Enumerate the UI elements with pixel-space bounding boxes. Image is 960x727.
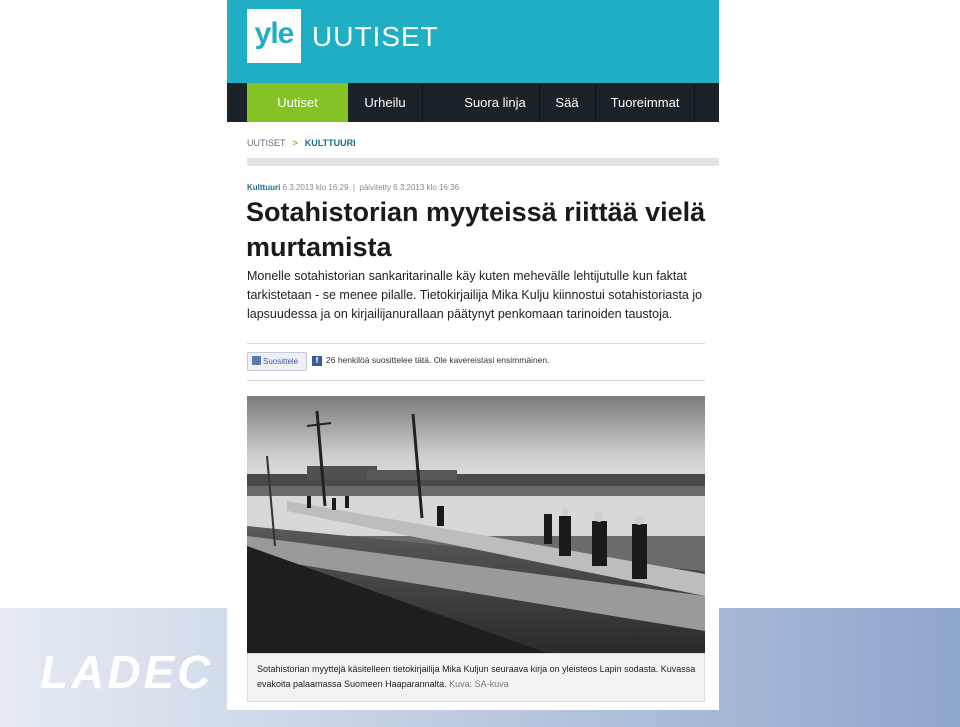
facebook-icon: f: [312, 356, 322, 366]
nav-item-suora-linja[interactable]: Suora linja: [464, 95, 526, 110]
like-button-label: Suosittele: [263, 357, 299, 366]
nav-item-uutiset[interactable]: Uutiset: [247, 83, 348, 122]
ladec-logo: LADEC: [40, 646, 214, 698]
yle-logo-text: yle: [254, 17, 294, 50]
updated-time: päivitetty 6.3.2013 klo 16:36: [359, 183, 460, 192]
article-lead: Monelle sotahistorian sankaritarinalle käy kuten mehevälle lehtijutulle kun faktat tarkistetaan - se menee pilalle. Tietokirjailija Mika Kulju kiinnostui sotahistoriasta jo lapsuudessa ja on kirjailijanurallaan päätynyt penkomaan tarinoiden taustoja.: [247, 269, 703, 321]
nav-separator: [694, 83, 695, 122]
nav-item-urheilu[interactable]: Urheilu: [364, 95, 406, 110]
article-meta: [247, 183, 459, 192]
photo-credit: Kuva: SA-kuva: [449, 679, 509, 689]
divider-bar: [247, 158, 719, 166]
divider: [247, 343, 705, 344]
nav-separator: [422, 83, 423, 122]
breadcrumb-root[interactable]: UUTISET: [247, 138, 286, 148]
published-time: 6.3.2013 klo 16:29: [282, 183, 349, 192]
photo-caption: [257, 662, 697, 692]
nav-item-tuoreimmat[interactable]: Tuoreimmat: [610, 95, 680, 110]
like-count-text: 26 henkilöä suosittelee tätä. Ole kavereistasi ensimmäinen.: [326, 355, 550, 365]
yle-logo[interactable]: [247, 9, 301, 63]
news-page-screenshot: [227, 0, 719, 710]
breadcrumb: [247, 138, 356, 148]
breadcrumb-separator: >: [292, 138, 298, 148]
meta-pipe: |: [352, 183, 355, 192]
photo-caption-text: Sotahistorian myyttejä käsitelleen tietokirjailija Mika Kuljun seuraava kirja on yleisteos Lapin sodasta. Kuvassa evakoita palaamassa Suomeen Haaparannalta.: [257, 664, 696, 689]
site-header: [227, 0, 719, 83]
main-nav: [227, 83, 719, 122]
breadcrumb-current[interactable]: KULTTUURI: [304, 138, 356, 148]
article-category[interactable]: Kulttuuri: [247, 183, 281, 192]
photo-caption-box: [247, 653, 705, 702]
suosittele-button[interactable]: [247, 352, 307, 371]
divider: [247, 380, 705, 381]
section-title: UUTISET: [312, 21, 439, 52]
article-title: Sotahistorian myyteissä riittää vielä murtamista: [246, 197, 706, 262]
photo-illustration: [247, 396, 705, 653]
nav-item-saa[interactable]: Sää: [555, 95, 579, 110]
thumbs-up-icon: [252, 356, 261, 365]
article-photo[interactable]: [247, 396, 705, 653]
